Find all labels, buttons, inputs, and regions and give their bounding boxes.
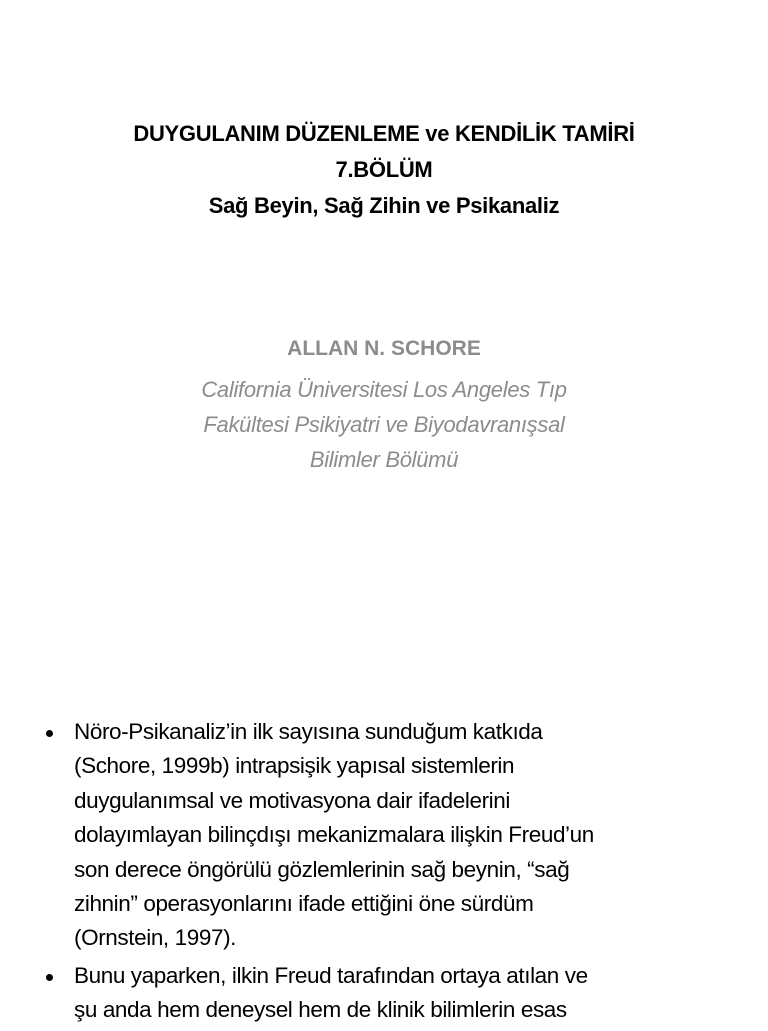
author-affiliation [0,372,768,477]
title-line: 7.BÖLÜM [335,157,433,182]
bullet-line: zihnin” operasyonlarını ifade ettiğini öne sürdüm [74,891,534,917]
bullet-item [0,959,768,1028]
title-line: Sağ Beyin, Sağ Zihin ve Psikanaliz [208,193,560,218]
bullet-line: şu anda hem deneysel hem de klinik bilimlerin esas [74,997,567,1023]
bullet-line: dolayımlayan bilinçdışı mekanizmalara ilişkin Freud’un [74,822,594,848]
bullet-line: duygulanımsal ve motivasyona dair ifadelerini [74,787,510,813]
slide-title [0,116,768,224]
bullet-line: son derece öngörülü gözlemlerinin sağ beynin, “sağ [74,856,570,882]
bullet-icon [46,730,53,737]
affiliation-line: Bilimler Bölümü [309,447,459,472]
bullet-icon [46,974,53,981]
author-name: ALLAN N. SCHORE [287,337,481,360]
bullet-item [0,715,768,956]
bullet-line: Bunu yaparken, ilkin Freud tarafından ortaya atılan ve [74,962,588,988]
affiliation-line: Fakültesi Psikiyatri ve Biyodavranışsal [203,412,565,437]
bullet-line: (Schore, 1999b) intrapsişik yapısal sistemlerin [74,753,515,779]
affiliation-line: California Üniversitesi Los Angeles Tıp [201,377,567,402]
bullet-list [0,715,768,1031]
bullet-line: (Ornstein, 1997). [74,925,237,951]
title-line: DUYGULANIM DÜZENLEME ve KENDİLİK TAMİRİ [133,121,635,146]
bullet-line: Nöro-Psikanaliz’in ilk sayısına sunduğum katkıda [74,719,543,744]
content-slide [0,576,768,1024]
